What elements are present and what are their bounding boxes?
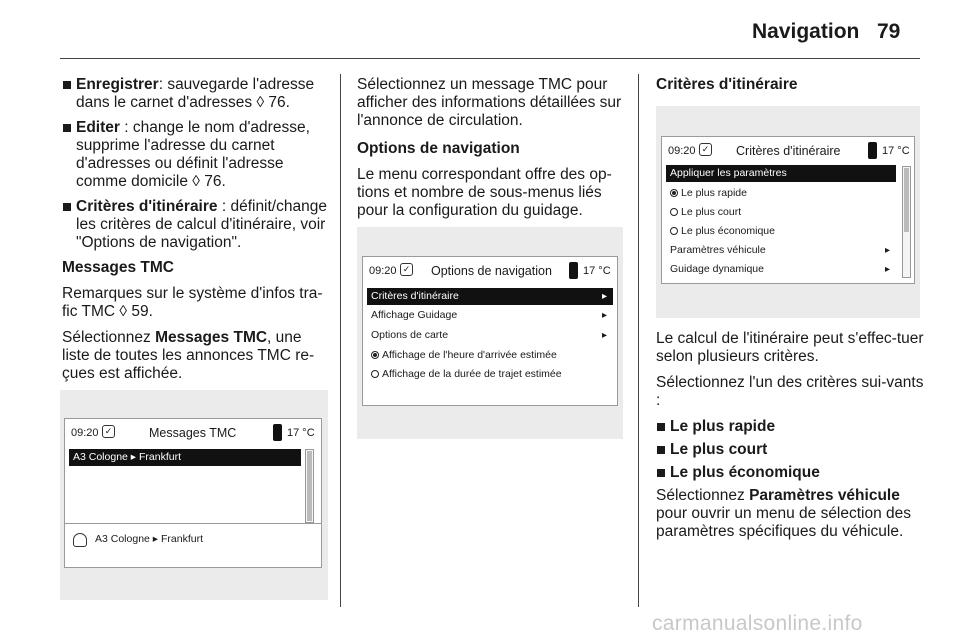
time-display: 09:20 — [71, 427, 99, 439]
page-number: 79 — [877, 20, 901, 43]
radio-selected-icon — [670, 189, 678, 197]
thermometer-icon — [569, 262, 578, 279]
menu-item-apply-settings[interactable]: Appliquer les paramètres — [666, 165, 896, 182]
temperature-display: 17 °C — [583, 265, 611, 277]
time-display: 09:20 — [369, 265, 397, 277]
paragraph: Sélectionnez l'un des critères sui-vants : — [656, 374, 924, 409]
radio-shortest[interactable]: Le plus court — [666, 204, 896, 221]
menu-item-map-options[interactable]: Options de carte ▸ — [367, 327, 613, 344]
column-2 — [357, 76, 625, 228]
chevron-right-icon: ▸ — [601, 330, 607, 341]
bullet-item: Le plus rapide — [656, 418, 924, 436]
bullet-square — [63, 203, 71, 211]
menu-item-dynamic-guidance[interactable]: Guidage dynamique ▸ — [666, 261, 896, 278]
column-3-body — [656, 330, 924, 549]
screen-status-bar — [363, 257, 617, 285]
bullet-square — [657, 469, 665, 477]
screen-tmc-messages — [64, 418, 322, 568]
column-1 — [62, 76, 330, 391]
paragraph: Sélectionnez Paramètres véhicule pour ouvrir un menu de sélection des paramètres spécifiques du véhicule. — [656, 487, 912, 540]
radio-unselected-icon — [371, 370, 379, 378]
bullet-item: Editer : change le nom d'adresse, supprime l'adresse du carnet d'adresses ou définit l'adresse comme domicile ◊ 76. — [62, 119, 330, 191]
temperature-display: 17 °C — [287, 427, 315, 439]
bullet-item: Enregistrer: sauvegarde l'adresse dans le carnet d'adresses ◊ 76. — [62, 76, 330, 112]
watermark: carmanualsonline.info — [652, 612, 863, 635]
traffic-warning-icon — [73, 533, 87, 547]
screen-title: Messages TMC — [149, 426, 237, 440]
paragraph: Sélectionnez un message TMC pour afficher des informations détaillées sur l'annonce de circulation. — [357, 76, 622, 129]
divider — [65, 523, 321, 524]
paragraph: Le menu correspondant offre des op-tions et nombre de sous-menus liés pour la configuration du guidage. — [357, 166, 612, 219]
screen-title: Critères d'itinéraire — [736, 144, 841, 158]
bullet-item: Critères d'itinéraire : définit/change les critères de calcul d'itinéraire, voir "Options de navigation". — [62, 198, 330, 252]
section-heading: Options de navigation — [357, 140, 520, 157]
radio-arrival-time[interactable]: Affichage de l'heure d'arrivée estimée — [367, 347, 613, 364]
radio-trip-duration[interactable]: Affichage de la durée de trajet estimée — [367, 366, 613, 383]
section-heading: Critères d'itinéraire — [656, 76, 798, 93]
radio-unselected-icon — [670, 227, 678, 235]
column-divider — [340, 74, 341, 607]
bullet-square — [63, 81, 71, 89]
screen-route-criteria — [661, 136, 915, 284]
chevron-right-icon: ▸ — [601, 291, 607, 302]
screen-title: Options de navigation — [431, 264, 552, 278]
scrollbar[interactable] — [902, 166, 911, 278]
clock-icon: ✓ — [102, 425, 115, 438]
temperature-display: 17 °C — [882, 145, 910, 157]
chevron-right-icon: ▸ — [884, 245, 890, 256]
header-rule — [60, 58, 920, 59]
column-3-heading — [656, 76, 924, 102]
paragraph: Remarques sur le système d'infos tra-fic TMC ◊ 59. — [62, 285, 323, 320]
thermometer-icon — [273, 424, 282, 441]
bullet-square — [657, 423, 665, 431]
menu-item-vehicle-settings[interactable]: Paramètres véhicule ▸ — [666, 242, 896, 259]
chevron-right-icon: ▸ — [884, 264, 890, 275]
screen-navigation-options — [362, 256, 618, 406]
time-display: 09:20 — [668, 145, 696, 157]
tmc-message-detail: A3 Cologne ▸ Frankfurt — [95, 533, 203, 545]
thermometer-icon — [868, 142, 877, 159]
page-title: Navigation — [752, 20, 860, 43]
scrollbar[interactable] — [305, 449, 314, 523]
menu-item-route-criteria[interactable]: Critères d'itinéraire ▸ — [367, 288, 613, 305]
radio-selected-icon — [371, 351, 379, 359]
screen-status-bar — [65, 419, 321, 447]
screen-status-bar — [662, 137, 914, 165]
bullet-item: Le plus économique — [656, 464, 924, 482]
clock-icon: ✓ — [699, 143, 712, 156]
chevron-right-icon: ▸ — [601, 310, 607, 321]
paragraph: Sélectionnez Messages TMC, une liste de toutes les annonces TMC re-çues est affichée. — [62, 329, 315, 382]
radio-unselected-icon — [670, 208, 678, 216]
paragraph: Le calcul de l'itinéraire peut s'effec-tuer selon plusieurs critères. — [656, 330, 924, 365]
radio-economical[interactable]: Le plus économique — [666, 223, 896, 240]
column-divider — [638, 74, 639, 607]
clock-icon: ✓ — [400, 263, 413, 276]
bullet-square — [63, 124, 71, 132]
section-heading: Messages TMC — [62, 259, 174, 276]
bullet-square — [657, 446, 665, 454]
menu-item-guidance-display[interactable]: Affichage Guidage ▸ — [367, 307, 613, 324]
bullet-item: Le plus court — [656, 441, 924, 459]
tmc-message-item[interactable]: A3 Cologne ▸ Frankfurt — [69, 449, 301, 466]
radio-fastest[interactable]: Le plus rapide — [666, 185, 896, 202]
